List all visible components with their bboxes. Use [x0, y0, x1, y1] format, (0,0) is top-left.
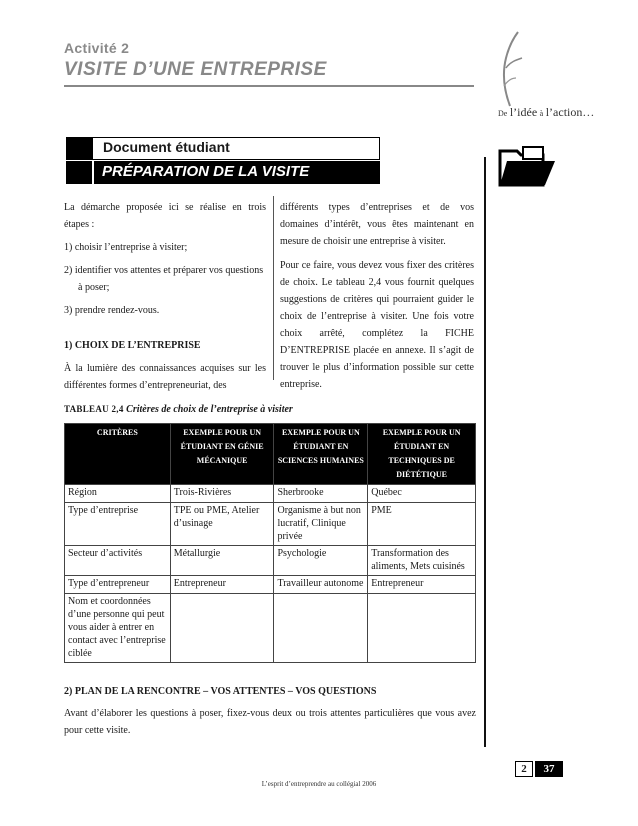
- activity-label: Activité 2: [64, 40, 130, 56]
- table-cell: Québec: [368, 485, 476, 503]
- table-cell: Secteur d’activités: [65, 546, 171, 576]
- right-paragraph-2: Pour ce faire, vous devez vous fixer des critères de choix. Le tableau 2,4 vous fournit quelques suggestions de critères qui pourraient guider le choix de l’entreprise à visiter. Une fois votre choix arrêté, complétez la FICHE D’ENTREPRISE placée en annexe. Il s’agit de trouver le plus d’information possible sur cette entreprise.: [280, 260, 474, 390]
- table-cell: Région: [65, 485, 171, 503]
- criteria-table: [64, 423, 476, 663]
- folder-open-icon: [497, 143, 557, 187]
- table-caption: [64, 404, 293, 415]
- step-item: 3) prendre rendez-vous.: [64, 305, 160, 316]
- table-cell: Organisme à but non lucratif, Clinique privée: [274, 503, 368, 546]
- steps-list: [64, 239, 266, 319]
- table-caption-title: Critères de choix de l’entreprise à visiter: [126, 404, 293, 415]
- table-header-cell: EXEMPLE POUR UN ÉTUDIANT EN GÉNIE MÉCANIQUE: [170, 424, 274, 485]
- margin-rule: [484, 157, 486, 747]
- table-cell: [368, 594, 476, 663]
- step-item: 2) identifier vos attentes et préparer vos questions à poser;: [64, 265, 264, 293]
- table-cell: Type d’entreprise: [65, 503, 171, 546]
- table-row: [65, 594, 476, 663]
- table-row: [65, 503, 476, 546]
- table-caption-label: TABLEAU 2,4: [64, 404, 124, 414]
- table-cell: Entrepreneur: [170, 576, 274, 594]
- pen-stroke-icon: [480, 28, 540, 108]
- table-cell: Trois-Rivières: [170, 485, 274, 503]
- table-cell: Nom et coordonnées d’une personne qui peut vous aider à entrer en contact avec l’entreprise ciblée: [65, 594, 171, 663]
- chapter-number: 2: [515, 761, 533, 777]
- table-cell: Métallurgie: [170, 546, 274, 576]
- table-row: [65, 485, 476, 503]
- intro-left-column: [64, 199, 266, 394]
- table-row: [65, 576, 476, 594]
- section-2-text: Avant d’élaborer les questions à poser, fixez-vous deux ou trois attentes particulières que vous avez pour cette visite.: [64, 708, 476, 736]
- table-cell: PME: [368, 503, 476, 546]
- table-cell: Sherbrooke: [274, 485, 368, 503]
- section-banner: [66, 161, 380, 184]
- right-paragraph-1: différents types d’entreprises et de vos domaines d’intérêt, vous êtes maintenant en mesure de choisir une entreprise à visiter.: [280, 202, 474, 247]
- page-footer: L’esprit d’entreprendre au collégial 2006: [261, 780, 377, 788]
- table-cell: [274, 594, 368, 663]
- table-row: [65, 546, 476, 576]
- section-1-text: À la lumière des connaissances acquises sur les différentes formes d’entrepreneuriat, des: [64, 363, 266, 391]
- table-header-row: [65, 424, 476, 485]
- section-2-heading: 2) PLAN DE LA RENCONTRE – VOS ATTENTES – VOS QUESTIONS: [64, 686, 377, 697]
- table-cell: Type d’entrepreneur: [65, 576, 171, 594]
- table-cell: Transformation des aliments, Mets cuisinés: [368, 546, 476, 576]
- table-cell: TPE ou PME, Atelier d’usinage: [170, 503, 274, 546]
- slogan-a: à: [539, 109, 544, 118]
- intro-text: La démarche proposée ici se réalise en trois étapes :: [64, 202, 266, 230]
- slogan: [498, 105, 594, 120]
- section-1-heading: 1) CHOIX DE L’ENTREPRISE: [64, 340, 201, 351]
- column-divider: [273, 196, 274, 380]
- table-cell: Psychologie: [274, 546, 368, 576]
- section-banner-title: PRÉPARATION DE LA VISITE: [102, 163, 310, 180]
- slogan-de: De: [498, 109, 508, 118]
- page-number: [515, 759, 563, 773]
- activity-title: VISITE D’UNE ENTREPRISE: [64, 59, 327, 80]
- document-type-banner: [66, 137, 380, 160]
- slogan-action: l’action…: [545, 105, 595, 119]
- slogan-idee: l’idée: [509, 105, 538, 119]
- table-cell: Travailleur autonome: [274, 576, 368, 594]
- table-cell: Entrepreneur: [368, 576, 476, 594]
- table-header-cell: EXEMPLE POUR UN ÉTUDIANT EN SCIENCES HUMAINES: [274, 424, 368, 485]
- page-number-value: 37: [535, 761, 563, 777]
- table-header-cell: CRITÈRES: [65, 424, 171, 485]
- table-header-cell: EXEMPLE POUR UN ÉTUDIANT EN TECHNIQUES DE DIÉTÉTIQUE: [368, 424, 476, 485]
- table-cell: [170, 594, 274, 663]
- title-rule: [64, 85, 474, 87]
- step-item: 1) choisir l’entreprise à visiter;: [64, 242, 188, 253]
- intro-right-column: [280, 199, 474, 393]
- document-type-label: Document étudiant: [103, 139, 230, 155]
